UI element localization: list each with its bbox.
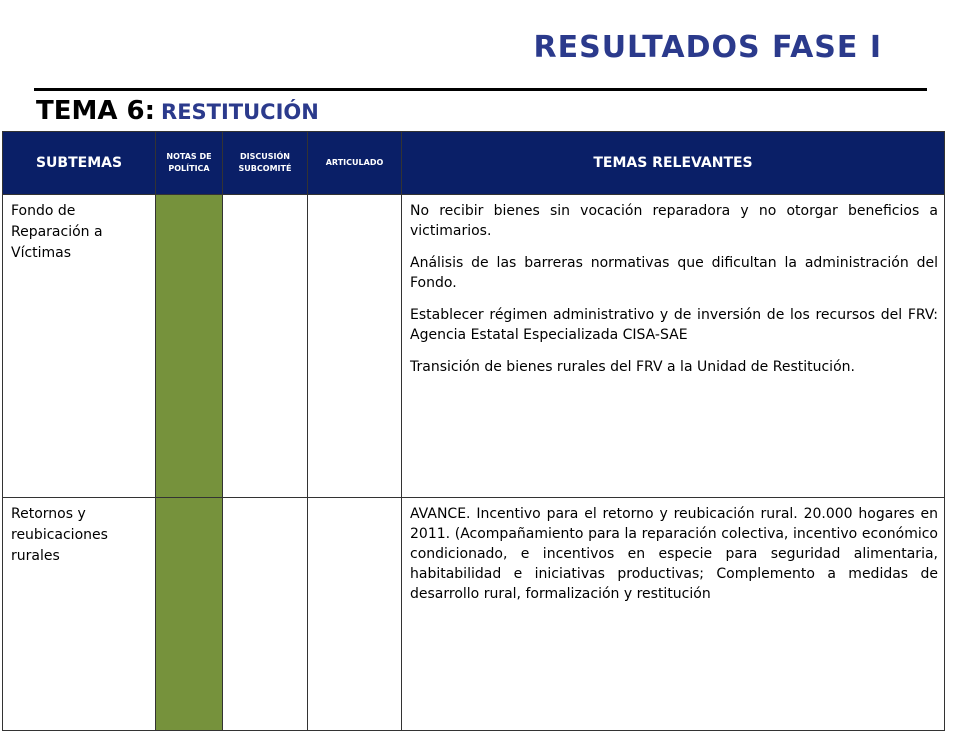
status-discusion-cell <box>223 498 308 731</box>
header-articulado: ARTICULADO <box>308 132 402 195</box>
page-title: RESULTADOS FASE I <box>533 30 882 65</box>
header-subtemas: SUBTEMAS <box>3 132 156 195</box>
status-notas-cell <box>156 498 223 731</box>
tema-item: Establecer régimen administrativo y de inversión de los recursos del FRV: Agencia Estatal Especializada CISA-SAE <box>410 307 938 343</box>
tema-item: Análisis de las barreras normativas que dificultan la administración del Fondo. <box>410 255 938 291</box>
status-discusion-cell <box>223 195 308 498</box>
title-divider <box>34 88 927 91</box>
header-discusion-subcomite: DISCUSIÓN SUBCOMITÉ <box>223 132 308 195</box>
topic-number: TEMA 6: <box>36 96 156 126</box>
header-temas-relevantes: TEMAS RELEVANTES <box>402 132 945 195</box>
tema-item: No recibir bienes sin vocación reparadora y no otorgar beneficios a victimarios. <box>410 203 938 239</box>
tema-item: Transición de bienes rurales del FRV a la Unidad de Restitución. <box>410 359 855 375</box>
topic-heading <box>36 96 319 126</box>
table-header-row <box>3 132 945 195</box>
status-notas-cell <box>156 195 223 498</box>
table-row <box>3 195 945 498</box>
subtema-cell: Retornos y reubicaciones rurales <box>3 498 156 731</box>
subtema-cell: Fondo de Reparación a Víctimas <box>3 195 156 498</box>
status-articulado-cell <box>308 195 402 498</box>
status-articulado-cell <box>308 498 402 731</box>
table-row <box>3 498 945 731</box>
topic-name: RESTITUCIÓN <box>161 100 319 124</box>
tema-item: AVANCE. Incentivo para el retorno y reubicación rural. 20.000 hogares en 2011. (Acompañamiento para la reparación colectiva, incentivo económico condicionado, e incentivos en especie para seguridad alimentaria, habitabilidad e iniciativas productivas; Complemento a medidas de desarrollo rural, formalización y restitución <box>410 506 938 602</box>
results-table <box>2 131 945 731</box>
header-notas-politica: NOTAS DE POLÍTICA <box>156 132 223 195</box>
temas-cell <box>402 498 945 731</box>
temas-cell <box>402 195 945 498</box>
